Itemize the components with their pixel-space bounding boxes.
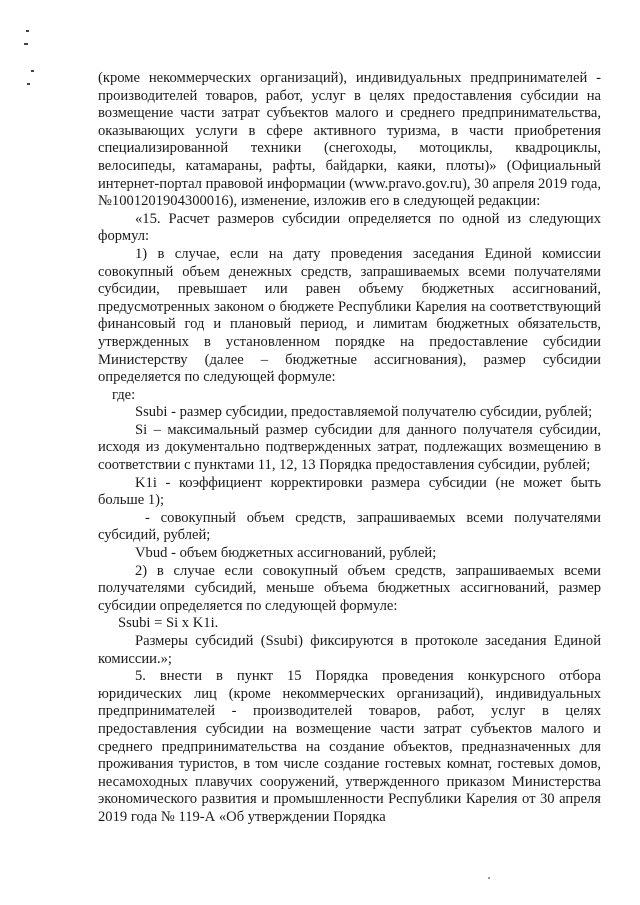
- paragraph-si-def: Si – максимальный размер субсидии для данного получателя субсидии, исходя из документально подтвержденных затрат, подлежащих возмещению в соответствии с пунктами 11, 12, 13 Порядка предоставления субсидии, рублей;: [98, 421, 601, 474]
- paragraph-k1i-def: K1i - коэффициент корректировки размера субсидии (не может быть больше 1);: [98, 474, 601, 509]
- paragraph-case-2: 2) в случае если совокупный объем средств, запрашиваемых всеми получателями субсидий, меньше объема бюджетных ассигнований, размер субсидии определяется по следующей формуле:: [98, 562, 601, 614]
- paragraph-ssubi-def: Ssubi - размер субсидии, предоставляемой получателю субсидии, рублей;: [135, 404, 593, 421]
- paragraph-intro: (кроме некоммерческих организаций), индивидуальных предпринимателей - производителей товаров, работ, услуг в целях предоставления субсидии на возмещение части затрат субъектов малого и среднего предпринимательства, оказывающих услуги в сфере активного туризма, в части приобретения специализированной техники (снегоходы, мотоциклы, квадроциклы, велосипеды, катамараны, рафты, байдарки, каяки, плоты)» (Официальный интернет-портал правовой информации (www.pravo.gov.ru), 30 апреля 2019 года, №1001201904300016), изменение, изложив его в следующей редакции:: [98, 70, 601, 210]
- document-body: [98, 70, 601, 827]
- scan-speck: [24, 43, 28, 45]
- paragraph-where: где:: [112, 386, 136, 403]
- paragraph-protocol: Размеры субсидий (Ssubi) фиксируются в протоколе заседания Единой комиссии.»;: [98, 633, 601, 667]
- scan-speck: [26, 30, 29, 32]
- scan-speck: [27, 83, 30, 85]
- paragraph-item-5: 5. внести в пункт 15 Порядка проведения конкурсного отбора юридических лиц (кроме некоммерческих организаций), индивидуальных предпринимателей - производителей товаров, работ, услуг в целях предоставления субсидии на возмещение части затрат субъектов малого и среднего предпринимательства на создание объектов, предназначенных для проживания туристов, в том числе создание гостевых комнат, гостевых домов, несамоходных плавучих сооружений, утвержденного приказом Министерства экономического развития и промышленности Республики Карелия от 30 апреля 2019 года № 119-А «Об утверждении Порядка: [98, 668, 601, 825]
- paragraph-case-1: 1) в случае, если на дату проведения заседания Единой комиссии совокупный объем денежных средств, запрашиваемых всеми получателями субсидии, превышает или равен объему бюджетных ассигнований, предусмотренных законом о бюджете Республики Карелия на соответствующий финансовый год и плановый период, и лимитам бюджетных обязательств, утвержденных в установленном порядке на предоставление субсидии Министерству (далее – бюджетные ассигнования), размер субсидии определяется по следующей формуле:: [98, 245, 601, 386]
- paragraph-item-15: «15. Расчет размеров субсидии определяется по одной из следующих формул:: [98, 210, 601, 245]
- scan-speck: [31, 70, 34, 72]
- scan-speck: [488, 877, 490, 879]
- paragraph-vbud-def: Vbud - объем бюджетных ассигнований, рублей;: [135, 545, 437, 562]
- paragraph-total-def: - совокупный объем средств, запрашиваемых всеми получателями субсидий, рублей;: [98, 509, 601, 544]
- formula-line: Ssubi = Si x K1i.: [118, 615, 219, 632]
